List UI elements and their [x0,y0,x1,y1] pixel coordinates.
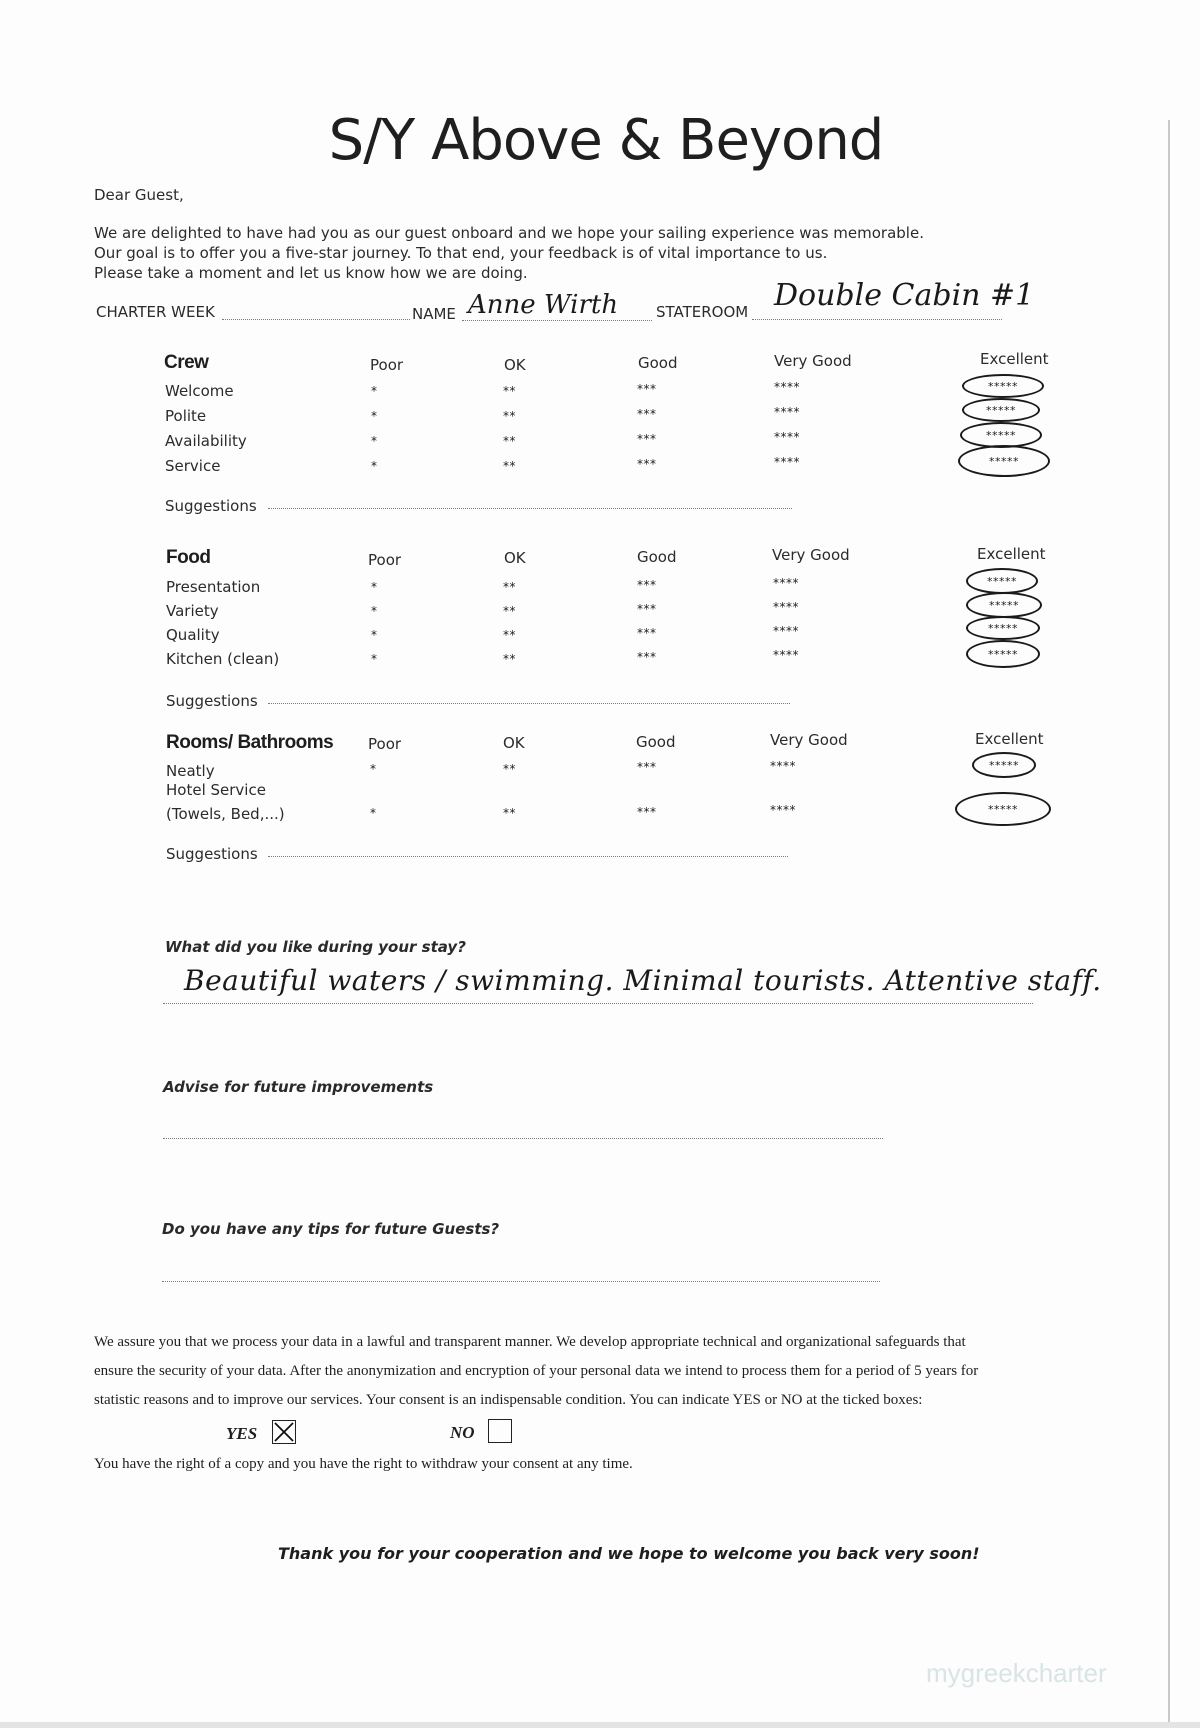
rating-very-good[interactable]: **** [774,405,800,419]
form-title: S/Y Above & Beyond [328,108,884,173]
food-item-kitchen: Kitchen (clean) [166,650,280,668]
rooms-suggestions-line[interactable] [268,856,788,857]
watermark-logo: mygreekcharter [926,1658,1107,1688]
crew-item-availability: Availability [165,432,247,450]
rating-excellent-circled[interactable]: ***** [966,640,1040,668]
rating-ok[interactable]: ** [503,434,516,448]
rating-very-good[interactable]: **** [774,380,800,394]
rooms-item-neatly: Neatly [166,762,215,780]
rating-very-good[interactable]: **** [774,455,800,469]
rating-poor[interactable]: * [370,806,377,820]
greeting: Dear Guest, [94,186,184,204]
question-improvements-line[interactable] [163,1138,883,1139]
rating-excellent-circled[interactable]: ***** [962,374,1044,398]
rating-good[interactable]: *** [637,626,657,640]
section-title-food: Food [166,547,211,568]
name-value[interactable]: Anne Wirth [468,290,619,320]
charter-week-line [222,319,410,320]
rating-very-good[interactable]: **** [770,803,796,817]
rating-ok[interactable]: ** [503,409,516,423]
thank-you-message: Thank you for your cooperation and we hope to welcome you back very soon! [278,1544,980,1563]
col-excellent: Excellent [977,545,1046,563]
rating-excellent-circled[interactable]: ***** [966,592,1042,618]
crew-suggestions-line[interactable] [268,508,792,509]
col-good: Good [637,548,677,566]
col-excellent: Excellent [975,730,1044,748]
col-good: Good [636,733,676,751]
consent-no-checkbox[interactable] [488,1419,512,1443]
rating-excellent-circled[interactable]: ***** [966,568,1038,594]
rating-ok[interactable]: ** [503,604,516,618]
rating-poor[interactable]: * [371,580,378,594]
col-very-good: Very Good [772,546,850,564]
rating-poor[interactable]: * [371,628,378,642]
rooms-item-hotel-service-detail: (Towels, Bed,...) [166,805,285,823]
question-liked-label: What did you like during your stay? [165,938,466,956]
rating-poor[interactable]: * [371,434,378,448]
col-poor: Poor [368,551,402,569]
rating-good[interactable]: *** [637,407,657,421]
rating-excellent-circled[interactable]: ***** [958,445,1050,477]
section-title-rooms: Rooms/ Bathrooms [166,732,334,753]
rating-poor[interactable]: * [371,604,378,618]
rating-good[interactable]: *** [637,602,657,616]
rating-excellent-circled[interactable]: ***** [955,792,1051,826]
food-item-quality: Quality [166,626,220,644]
name-line [462,320,652,321]
rating-very-good[interactable]: **** [773,624,799,638]
rating-very-good[interactable]: **** [774,430,800,444]
rating-good[interactable]: *** [637,650,657,664]
rating-excellent-circled[interactable]: ***** [966,616,1040,640]
page-edge-right [1168,120,1170,1728]
rating-very-good[interactable]: **** [773,648,799,662]
col-excellent: Excellent [980,350,1049,368]
col-good: Good [638,354,678,372]
col-ok: OK [504,549,526,567]
legal-line-1: We assure you that we process your data in a lawful and transparent manner. We develop appropriate technical and organizational safeguards that [94,1334,966,1350]
intro-line-1: We are delighted to have had you as our guest onboard and we hope your sailing experience was memorable. [94,224,924,242]
rating-ok[interactable]: ** [503,580,516,594]
consent-yes-checkbox[interactable] [272,1420,296,1444]
name-label: NAME [412,305,456,323]
col-very-good: Very Good [774,352,852,370]
section-title-crew: Crew [164,352,209,373]
food-item-variety: Variety [166,602,219,620]
rating-ok[interactable]: ** [503,459,516,473]
rights-line: You have the right of a copy and you have the right to withdraw your consent at any time. [94,1456,633,1472]
food-suggestions-label: Suggestions [166,692,258,710]
question-improvements-label: Advise for future improvements [163,1078,434,1096]
rating-poor[interactable]: * [370,762,377,776]
question-tips-label: Do you have any tips for future Guests? [162,1220,500,1238]
col-ok: OK [503,734,525,752]
rating-good[interactable]: *** [637,760,657,774]
legal-line-2: ensure the security of your data. After the anonymization and encryption of your personal data we intend to process them for a period of 5 years for [94,1363,979,1379]
charter-week-label: CHARTER WEEK [96,303,215,321]
rating-excellent-circled[interactable]: ***** [962,398,1040,422]
stateroom-line [752,319,1002,320]
crew-suggestions-label: Suggestions [165,497,257,515]
question-tips-line[interactable] [162,1281,880,1282]
rating-excellent-circled[interactable]: ***** [960,422,1042,448]
rating-very-good[interactable]: **** [773,576,799,590]
rating-poor[interactable]: * [371,652,378,666]
page-edge-bottom [0,1722,1200,1728]
rating-good[interactable]: *** [637,805,657,819]
intro-line-2: Our goal is to offer you a five-star journey. To that end, your feedback is of vital importance to us. [94,244,828,262]
rooms-suggestions-label: Suggestions [166,845,258,863]
intro-line-3: Please take a moment and let us know how we are doing. [94,264,528,282]
consent-yes-label: YES [226,1424,258,1443]
rating-poor[interactable]: * [371,384,378,398]
col-poor: Poor [370,356,404,374]
rating-good[interactable]: *** [637,432,657,446]
col-poor: Poor [368,735,402,753]
rating-very-good[interactable]: **** [770,759,796,773]
food-suggestions-line[interactable] [268,703,790,704]
rating-ok[interactable]: ** [503,806,516,820]
stateroom-value[interactable]: Double Cabin #1 [774,278,1035,313]
stateroom-label: STATEROOM [656,303,749,321]
rating-poor[interactable]: * [371,459,378,473]
rating-good[interactable]: *** [637,457,657,471]
rating-good[interactable]: *** [637,578,657,592]
consent-no-label: NO [450,1423,475,1442]
question-liked-line [163,1003,1033,1004]
rating-excellent-circled[interactable]: ***** [972,752,1036,778]
crew-item-welcome: Welcome [165,382,234,400]
col-very-good: Very Good [770,731,848,749]
crew-item-polite: Polite [165,407,207,425]
rooms-item-hotel-service: Hotel Service [166,781,266,799]
rating-poor[interactable]: * [371,409,378,423]
rating-good[interactable]: *** [637,382,657,396]
rating-ok[interactable]: ** [503,384,516,398]
check-x-icon [273,1421,295,1443]
rating-ok[interactable]: ** [503,762,516,776]
question-liked-answer[interactable]: Beautiful waters / swimming. Minimal tourists. Attentive staff. [184,964,1102,997]
crew-item-service: Service [165,457,221,475]
rating-very-good[interactable]: **** [773,600,799,614]
col-ok: OK [504,356,526,374]
food-item-presentation: Presentation [166,578,261,596]
legal-line-3: statistic reasons and to improve our services. Your consent is an indispensable condition. You can indicate YES or NO at the ticked boxes: [94,1392,923,1408]
rating-ok[interactable]: ** [503,628,516,642]
rating-ok[interactable]: ** [503,652,516,666]
